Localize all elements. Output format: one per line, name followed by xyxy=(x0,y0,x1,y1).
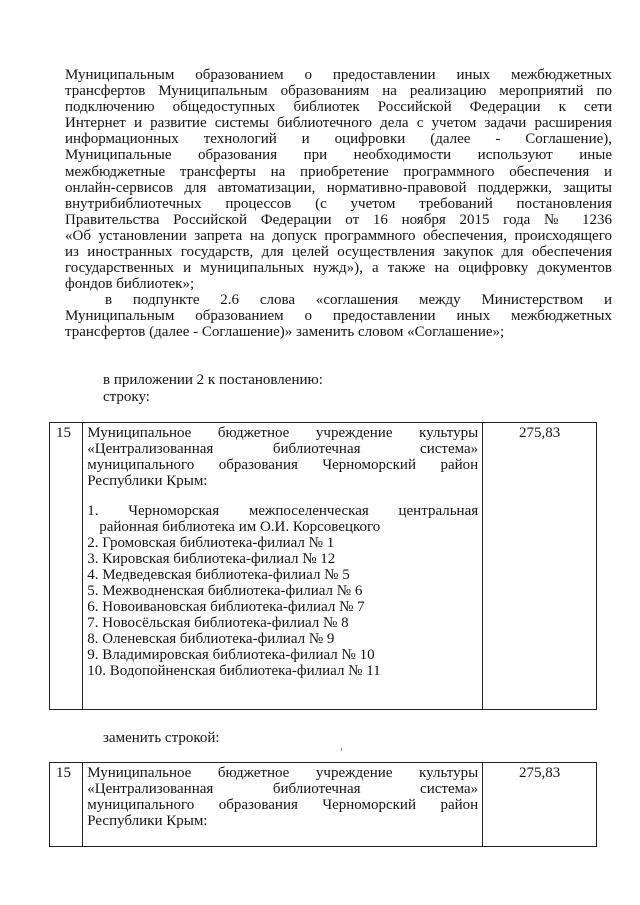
text-line: Муниципальным образованием о предоставлении иных межбюджетных xyxy=(65,67,612,83)
list-item: 7. Новосёльская библиотека-филиал № 8 xyxy=(87,615,349,631)
amendment-paragraph xyxy=(65,292,612,340)
list-item: 5. Межводненская библиотека-филиал № 6 xyxy=(87,583,363,599)
list-item: 10. Водопойненская библиотека-филиал № 11 xyxy=(87,663,381,679)
new-row-table xyxy=(49,762,597,847)
replace-label: заменить строкой: xyxy=(103,730,220,746)
row-label: строку: xyxy=(103,389,150,405)
row-description xyxy=(83,763,483,847)
description-line: Муниципальное бюджетное учреждение культуры xyxy=(87,765,479,781)
text-line: государственных и муниципальных нужд»), а также на оцифровку документов xyxy=(65,260,612,277)
text-line: внутрибиблиотечных процессов (с учетом требований постановления xyxy=(65,195,612,212)
text-line: подключению общедоступных библиотек Российской Федерации к сети xyxy=(65,99,612,116)
list-item: 4. Медведевская библиотека-филиал № 5 xyxy=(87,567,350,583)
row-amount: 275,83 xyxy=(483,763,597,847)
text-line: фондов библиотек»; xyxy=(65,276,195,293)
text-line: Правительства Российской Федерации от 16 ноября 2015 года № 1236 xyxy=(65,211,612,228)
row-description xyxy=(83,423,483,710)
description-line: Республики Крым: xyxy=(87,473,208,489)
row-amount: 275,83 xyxy=(483,423,597,710)
list-item: 2. Громовская библиотека-филиал № 1 xyxy=(87,535,335,551)
list-item: 6. Новоивановская библиотека-филиал № 7 xyxy=(87,599,365,615)
scan-speck xyxy=(341,748,342,751)
body-paragraph xyxy=(65,67,612,292)
text-line: Интернет и развитие системы библиотечного дела с учетом задачи расширения xyxy=(65,115,612,132)
text-line: в подпункте 2.6 слова «соглашения между Министерством и xyxy=(105,292,612,308)
old-row-table xyxy=(49,422,597,710)
description-line: Республики Крым: xyxy=(87,813,208,829)
description-line: муниципального образования Черноморский район xyxy=(87,457,479,473)
text-line: из иностранных государств, для целей осуществления закупок для обеспечения xyxy=(65,244,612,261)
description-line: «Централизованная библиотечная система» xyxy=(87,781,479,797)
description-line: «Централизованная библиотечная система» xyxy=(87,441,479,457)
branch-line: районная библиотека им О.И. Корсовецкого xyxy=(99,519,381,535)
branch-list xyxy=(87,503,478,679)
list-item: 8. Оленевская библиотека-филиал № 9 xyxy=(87,631,335,647)
text-line: Муниципальные образования при необходимости используют иные xyxy=(65,147,612,164)
text-line: Муниципальным образованием о предоставлении иных межбюджетных xyxy=(65,308,612,325)
table-row xyxy=(50,763,597,847)
text-line: трансфертов Муниципальным образованиям на реализацию мероприятий по xyxy=(65,83,612,100)
text-line: трансфертов (далее - Соглашение)» заменить словом «Соглашение»; xyxy=(65,324,505,341)
text-line: «Об установлении запрета на допуск программного обеспечения, происходящего xyxy=(65,227,612,244)
list-item xyxy=(87,503,478,535)
text-line: информационных технологий и оцифровки (далее - Соглашение), xyxy=(65,131,612,148)
description-line: муниципального образования Черноморский район xyxy=(87,797,479,813)
row-number: 15 xyxy=(50,763,83,847)
branch-line: 1. Черноморская межпоселенческая центральная xyxy=(87,503,479,519)
description-line: Муниципальное бюджетное учреждение культуры xyxy=(87,425,479,441)
list-item: 9. Владимировская библиотека-филиал № 10 xyxy=(87,647,375,663)
list-item: 3. Кировская библиотека-филиал № 12 xyxy=(87,551,336,567)
table-row xyxy=(50,423,597,710)
text-line: межбюджетные трансферты на приобретение программного обеспечения и xyxy=(65,163,612,180)
text-line: онлайн-сервисов для автоматизации, нормативно-правовой поддержки, защиты xyxy=(65,179,612,196)
appendix-intro: в приложении 2 к постановлению: xyxy=(103,372,323,388)
row-number: 15 xyxy=(50,423,83,710)
